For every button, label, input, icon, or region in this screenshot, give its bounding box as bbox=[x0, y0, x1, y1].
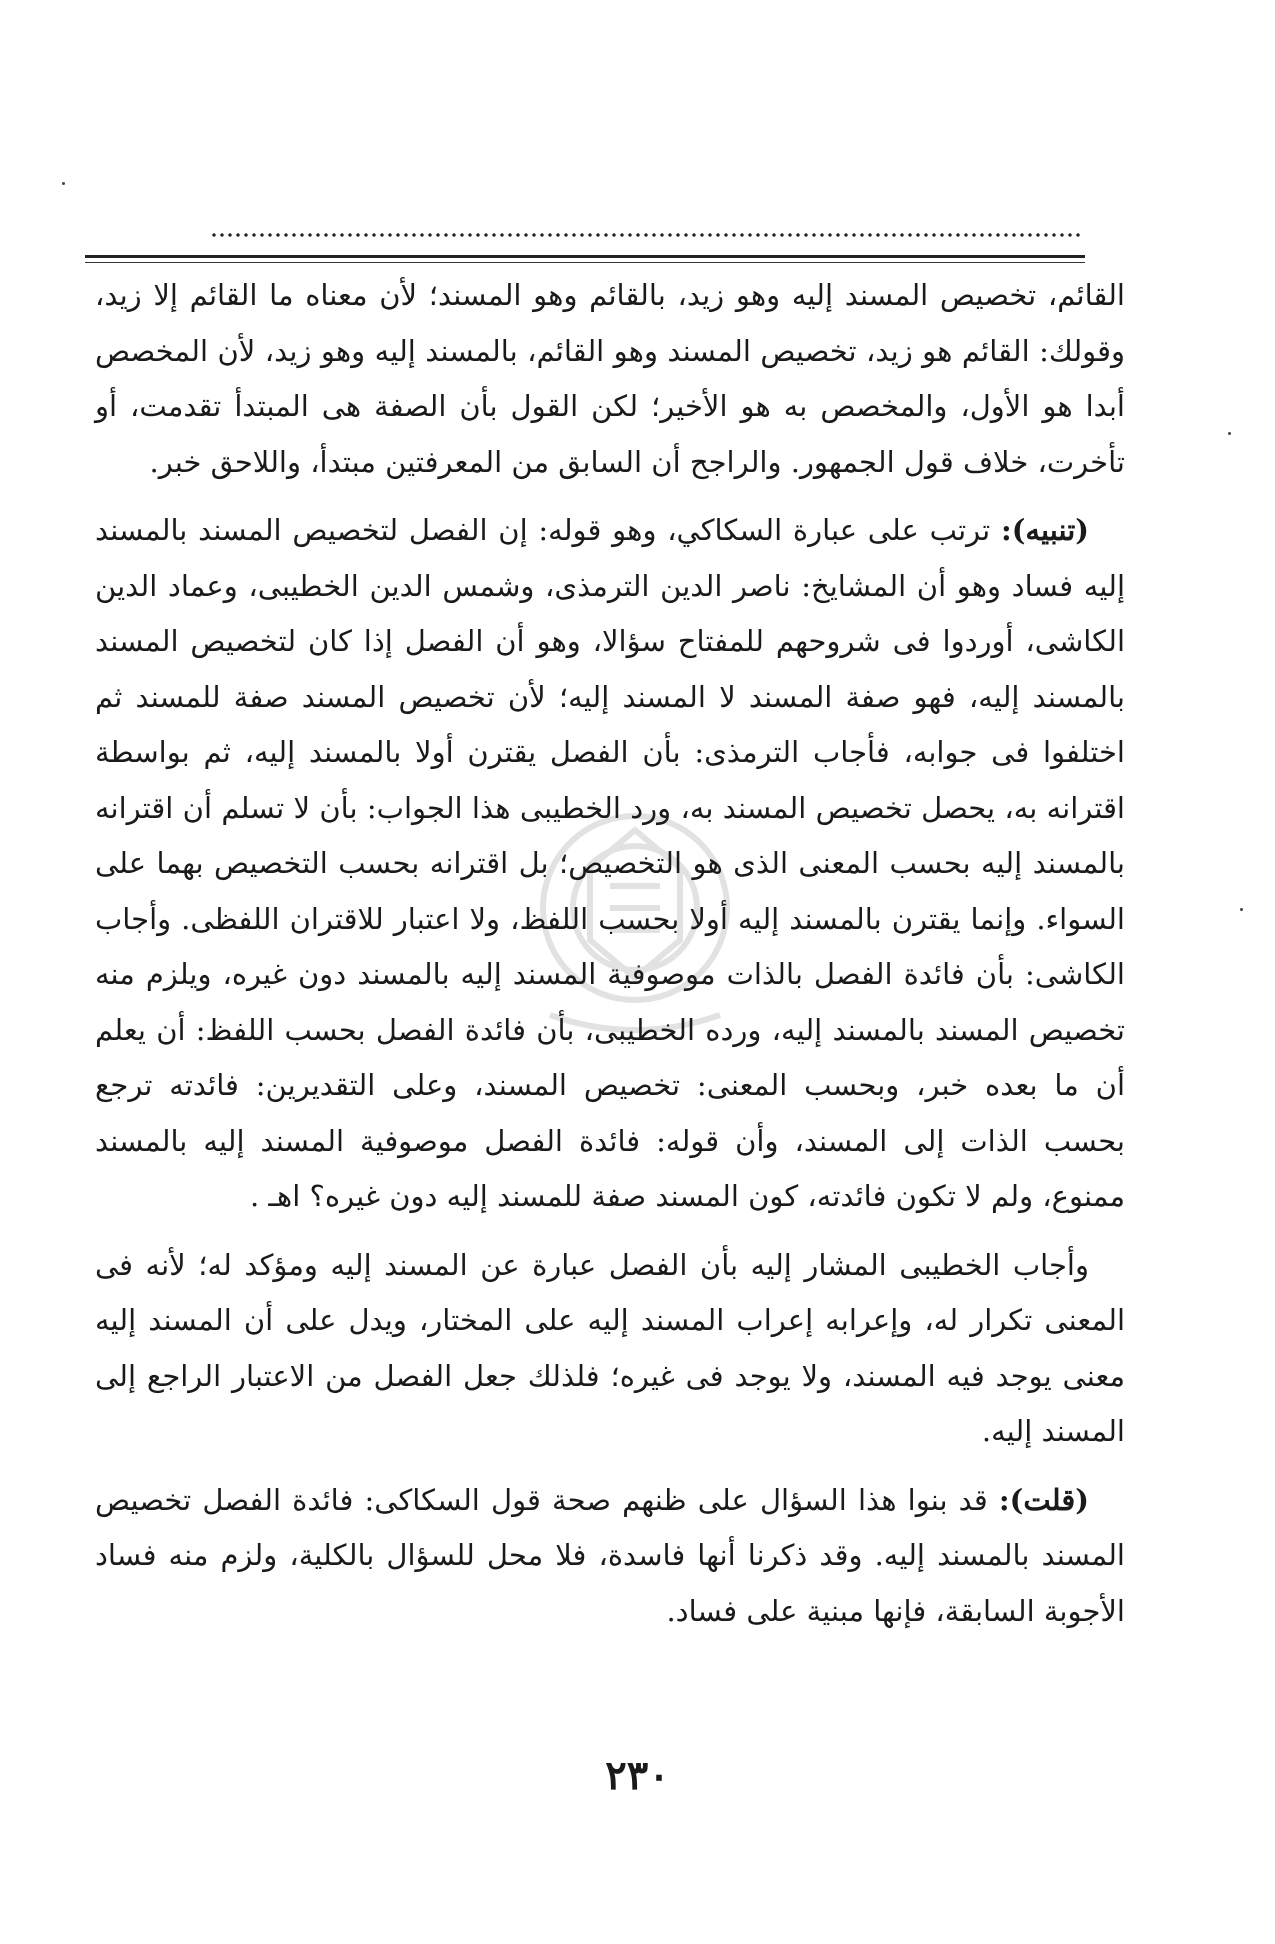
paragraph-text: القائم، تخصيص المسند إليه وهو زيد، بالقائم وهو المسند؛ لأن معناه ما القائم إلا زيد، وقولك: القائم هو زيد، تخصيص المسند وهو القائم، بالمسند إليه وهو زيد، لأن المخصص أبدا هو الأول، والمخصص به هو الأخير؛ لكن القول بأن الصفة هى المبتدأ تقدمت، أو تأخرت، خلاف قول الجمهور. والراجح أن السابق من المعرفتين مبتدأ، واللاحق خبر. bbox=[95, 278, 1125, 479]
paragraph-text: ترتب على عبارة السكاكي، وهو قوله: إن الفصل لتخصيص المسند بالمسند إليه فساد وهو أن المشايخ: ناصر الدين الترمذى، وشمس الدين الخطيبى، وعماد الدين الكاشى، أوردوا فى شروحهم للمفتاح سؤالا، وهو أن الفصل إذا كان لتخصيص المسند بالمسند إليه، فهو صفة المسند لا المسند إليه؛ لأن تخصيص المسند صفة للمسند ثم اختلفوا فى جوابه، فأجاب الترمذى: بأن الفصل يقترن أولا بالمسند إليه، ثم بواسطة اقترانه به، يحصل تخصيص المسند به، ورد الخطيبى هذا الجواب: بأن لا تسلم أن اقترانه بالمسند إليه بحسب المعنى الذى هو التخصيص؛ بل اقترانه بحسب التخصيص بهما على السواء. وإنما يقترن بالمسند إليه أولا بحسب اللفظ، ولا اعتبار للاقتران اللفظى. وأجاب الكاشى: بأن فائدة الفصل بالذات موصوفية المسند إليه بالمسند دون غيره، ويلزم منه تخصيص المسند بالمسند إليه، ورده الخطيبى، بأن فائدة الفصل بحسب اللفظ: أن يعلم أن ما بعده خبر، وبحسب المعنى: تخصيص المسند، وعلى التقديرين: فائدته ترجع بحسب الذات إلى المسند، وأن قوله: فائدة الفصل موصوفية المسند إليه بالمسند ممنوع، ولم لا تكون فائدته، كون المسند صفة للمسند إليه دون غيره؟ اهـ . bbox=[95, 513, 1125, 1213]
header-rule-thin bbox=[85, 262, 1085, 263]
paragraph-lead: (تنبيه): bbox=[1000, 513, 1090, 547]
paragraph-text: قد بنوا هذا السؤال على ظنهم صحة قول السكاكى: فائدة الفصل تخصيص المسند بالمسند إليه. وقد ذكرنا أنها فاسدة، فلا محل للسؤال بالكلية، ولزم منه فساد الأجوبة السابقة، فإنها مبنية على فساد. bbox=[95, 1482, 1125, 1628]
paragraph-3 bbox=[95, 1238, 1125, 1460]
scan-speck bbox=[1240, 908, 1243, 911]
page-number: ٢٣٠ bbox=[605, 1752, 670, 1799]
paragraph-tanbih bbox=[95, 503, 1125, 1225]
scan-speck bbox=[62, 182, 65, 185]
paragraph-1 bbox=[95, 268, 1125, 490]
paragraph-qultu bbox=[95, 1473, 1125, 1640]
header-dotted-rule bbox=[210, 232, 1080, 238]
scan-speck bbox=[1228, 432, 1231, 435]
body-text bbox=[95, 268, 1125, 1652]
paragraph-lead: (قلت): bbox=[998, 1482, 1089, 1517]
header-rule bbox=[85, 255, 1085, 258]
paragraph-text: وأجاب الخطيبى المشار إليه بأن الفصل عبارة عن المسند إليه ومؤكد له؛ لأنه فى المعنى تكرار له، وإعرابه إعراب المسند إليه على المختار، ويدل على أن المسند إليه معنى يوجد فيه المسند، ولا يوجد فى غيره؛ فلذلك جعل الفصل من الاعتبار الراجع إلى المسند إليه. bbox=[95, 1247, 1125, 1448]
